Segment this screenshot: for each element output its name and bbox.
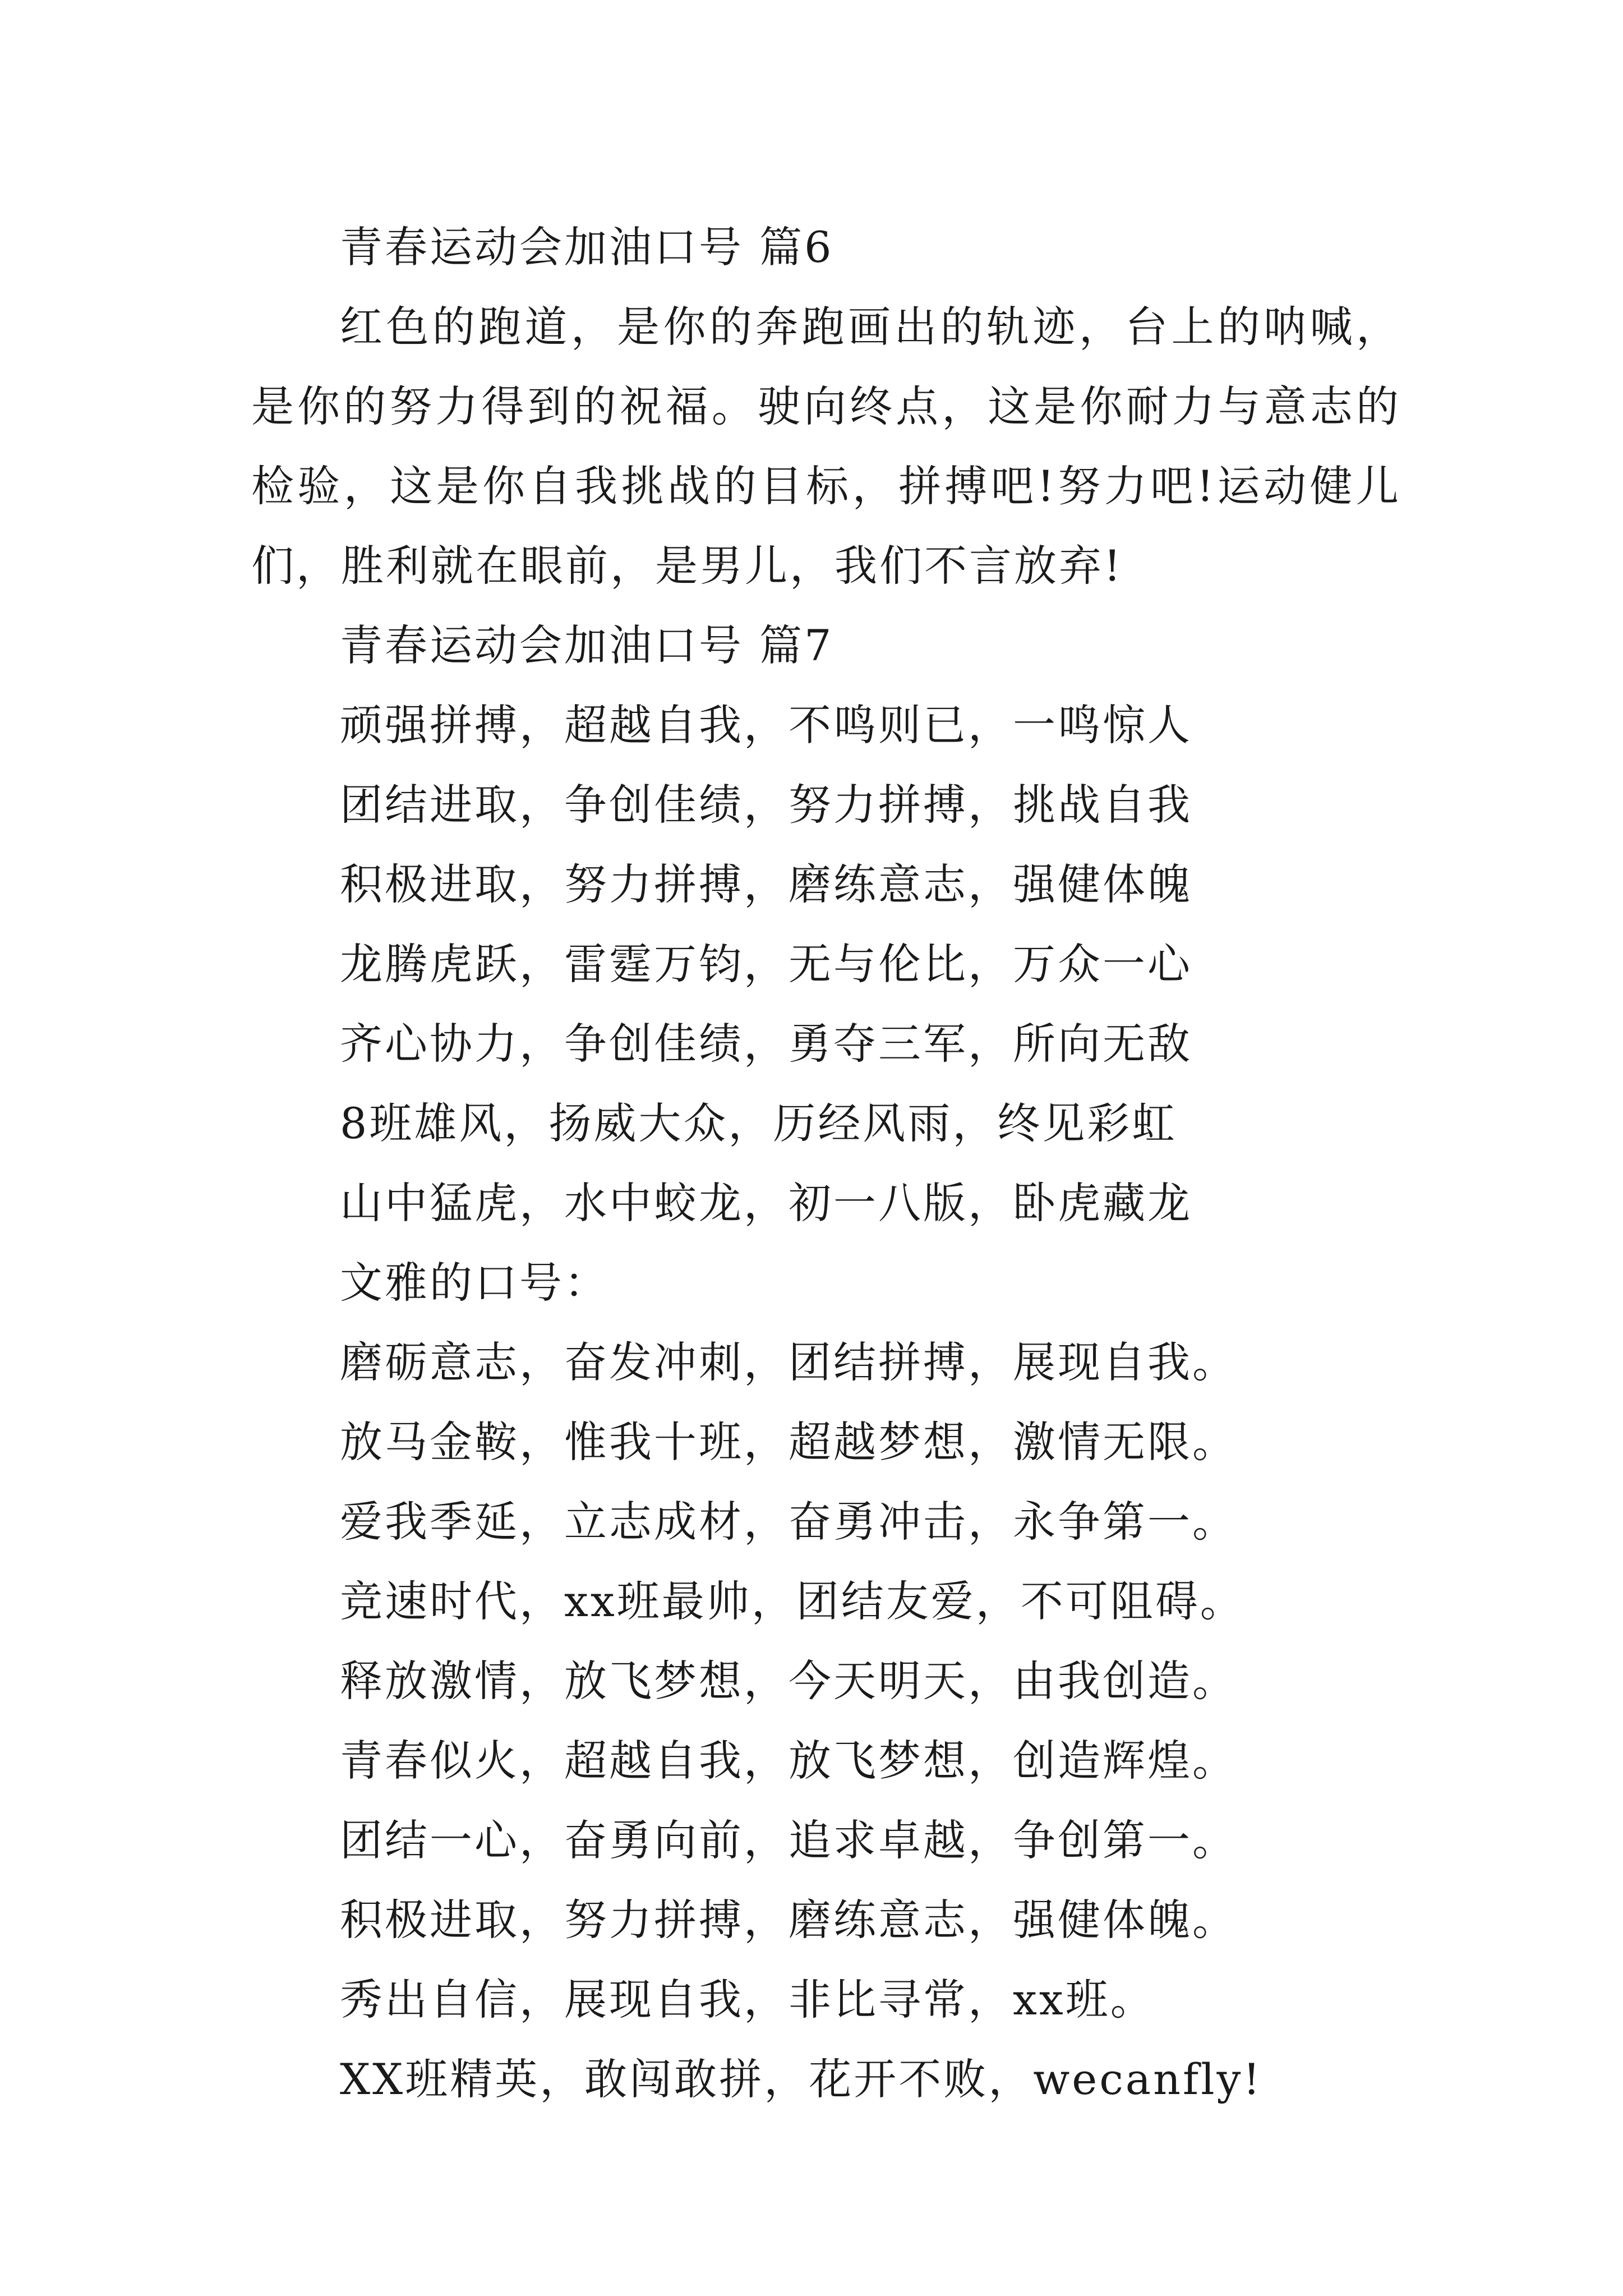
slogan-line: 顽强拼搏，超越自我，不鸣则已，一鸣惊人 <box>340 700 1192 750</box>
section-heading-7: 青春运动会加油口号 篇7 <box>340 620 834 670</box>
slogan-line: 齐心协力，争创佳绩，勇夺三军，所向无敌 <box>340 1019 1192 1069</box>
slogan-line: 积极进取，努力拼搏，磨练意志，强健体魄 <box>340 859 1192 909</box>
slogan-line: 放马金鞍，惟我十班，超越梦想，激情无限。 <box>340 1417 1237 1467</box>
slogan-line: 释放激情，放飞梦想，今天明天，由我创造。 <box>340 1656 1237 1706</box>
slogan-line: 龙腾虎跃，雷霆万钧，无与伦比，万众一心 <box>340 939 1192 989</box>
slogan-line: 磨砺意志，奋发冲刺，团结拼搏，展现自我。 <box>340 1337 1237 1387</box>
slogan-line: 团结一心，奋勇向前，追求卓越，争创第一。 <box>340 1815 1237 1865</box>
section-heading-6: 青春运动会加油口号 篇6 <box>340 222 834 272</box>
paragraph-6: 红色的跑道，是你的奔跑画出的轨迹，台上的呐喊，是你的努力得到的祝福。驶向终点，这是你耐力与意志的检验，这是你自我挑战的目标，拼搏吧!努力吧!运动健儿们，胜利就在眼前，是男儿，我们不言放弃! <box>251 302 1401 591</box>
slogan-line: 积极进取，努力拼搏，磨练意志，强健体魄。 <box>340 1895 1237 1945</box>
subheading-elegant-slogans: 文雅的口号： <box>340 1258 609 1308</box>
slogan-line: 山中猛虎，水中蛟龙，初一八版，卧虎藏龙 <box>340 1178 1192 1228</box>
slogan-line: 8班雄风，扬威大众，历经风雨，终见彩虹 <box>340 1098 1177 1148</box>
slogan-line: XX班精英，敢闯敢拼，花开不败，wecanfly! <box>340 2054 1262 2104</box>
slogan-line: 竞速时代，xx班最帅，团结友爱，不可阻碍。 <box>340 1576 1245 1626</box>
document-content <box>251 208 1401 2119</box>
slogan-line: 青春似火，超越自我，放飞梦想，创造辉煌。 <box>340 1736 1237 1786</box>
slogan-line: 秀出自信，展现自我，非比寻常，xx班。 <box>340 1975 1155 2024</box>
slogan-line: 团结进取，争创佳绩，努力拼搏，挑战自我 <box>340 780 1192 830</box>
slogan-line: 爱我季延，立志成材，奋勇冲击，永争第一。 <box>340 1497 1237 1547</box>
